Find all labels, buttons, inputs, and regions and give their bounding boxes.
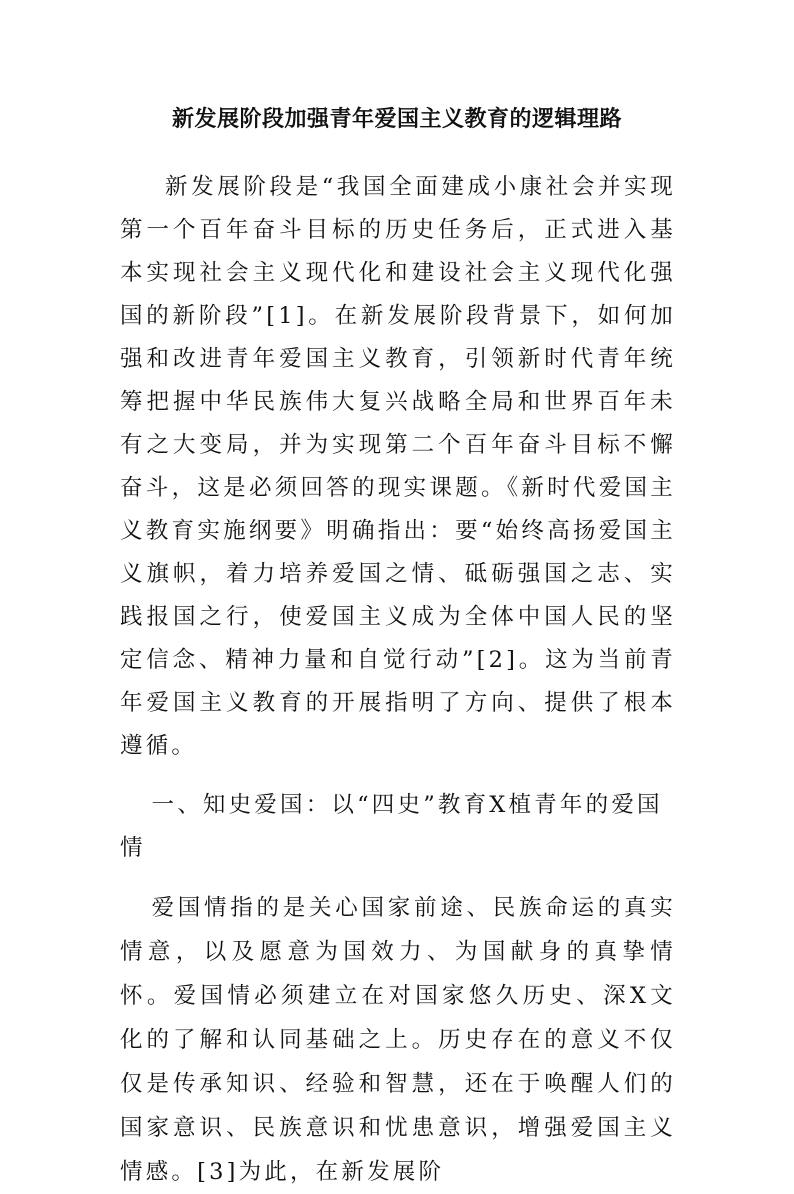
section-paragraph: 爱国情指的是关心国家前途、民族命运的真实情意，以及愿意为国效力、为国献身的真挚情怀。爱国情必须建立在对国家悠久历史、深X文化的了解和认同基础之上。历史存在的意义不仅仅是传承知识、经验和智慧，还在于唤醒人们的国家意识、民族意识和忧患意识，增强爱国主义情感。[3]为此，在新发展阶 [120,895,676,1185]
document-title: 新发展阶段加强青年爱国主义教育的逻辑理路 [171,107,622,132]
intro-paragraph: 新发展阶段是“我国全面建成小康社会并实现第一个百年奋斗目标的历史任务后，正式进入基本实现社会主义现代化和建设社会主义现代化强国的新阶段”[1]。在新发展阶段背景下，如何加强和改进青年爱国主义教育，引领新时代青年统筹把握中华民族伟大复兴战略全局和世界百年未有之大变局，并为实现第二个百年奋斗目标不懈奋斗，这是必须回答的现实课题。《新时代爱国主义教育实施纲要》明确指出：要“始终高扬爱国主义旗帜，着力培养爱国之情、砥砺强国之志、实践报国之行，使爱国主义成为全体中国人民的坚定信念、精神力量和自觉行动”[2]。这为当前青年爱国主义教育的开展指明了方向、提供了根本遵循。 [120,174,676,759]
section-heading: 一、知史爱国：以“四史”教育X植青年的爱国情 [120,792,663,861]
document-body [120,166,676,1194]
